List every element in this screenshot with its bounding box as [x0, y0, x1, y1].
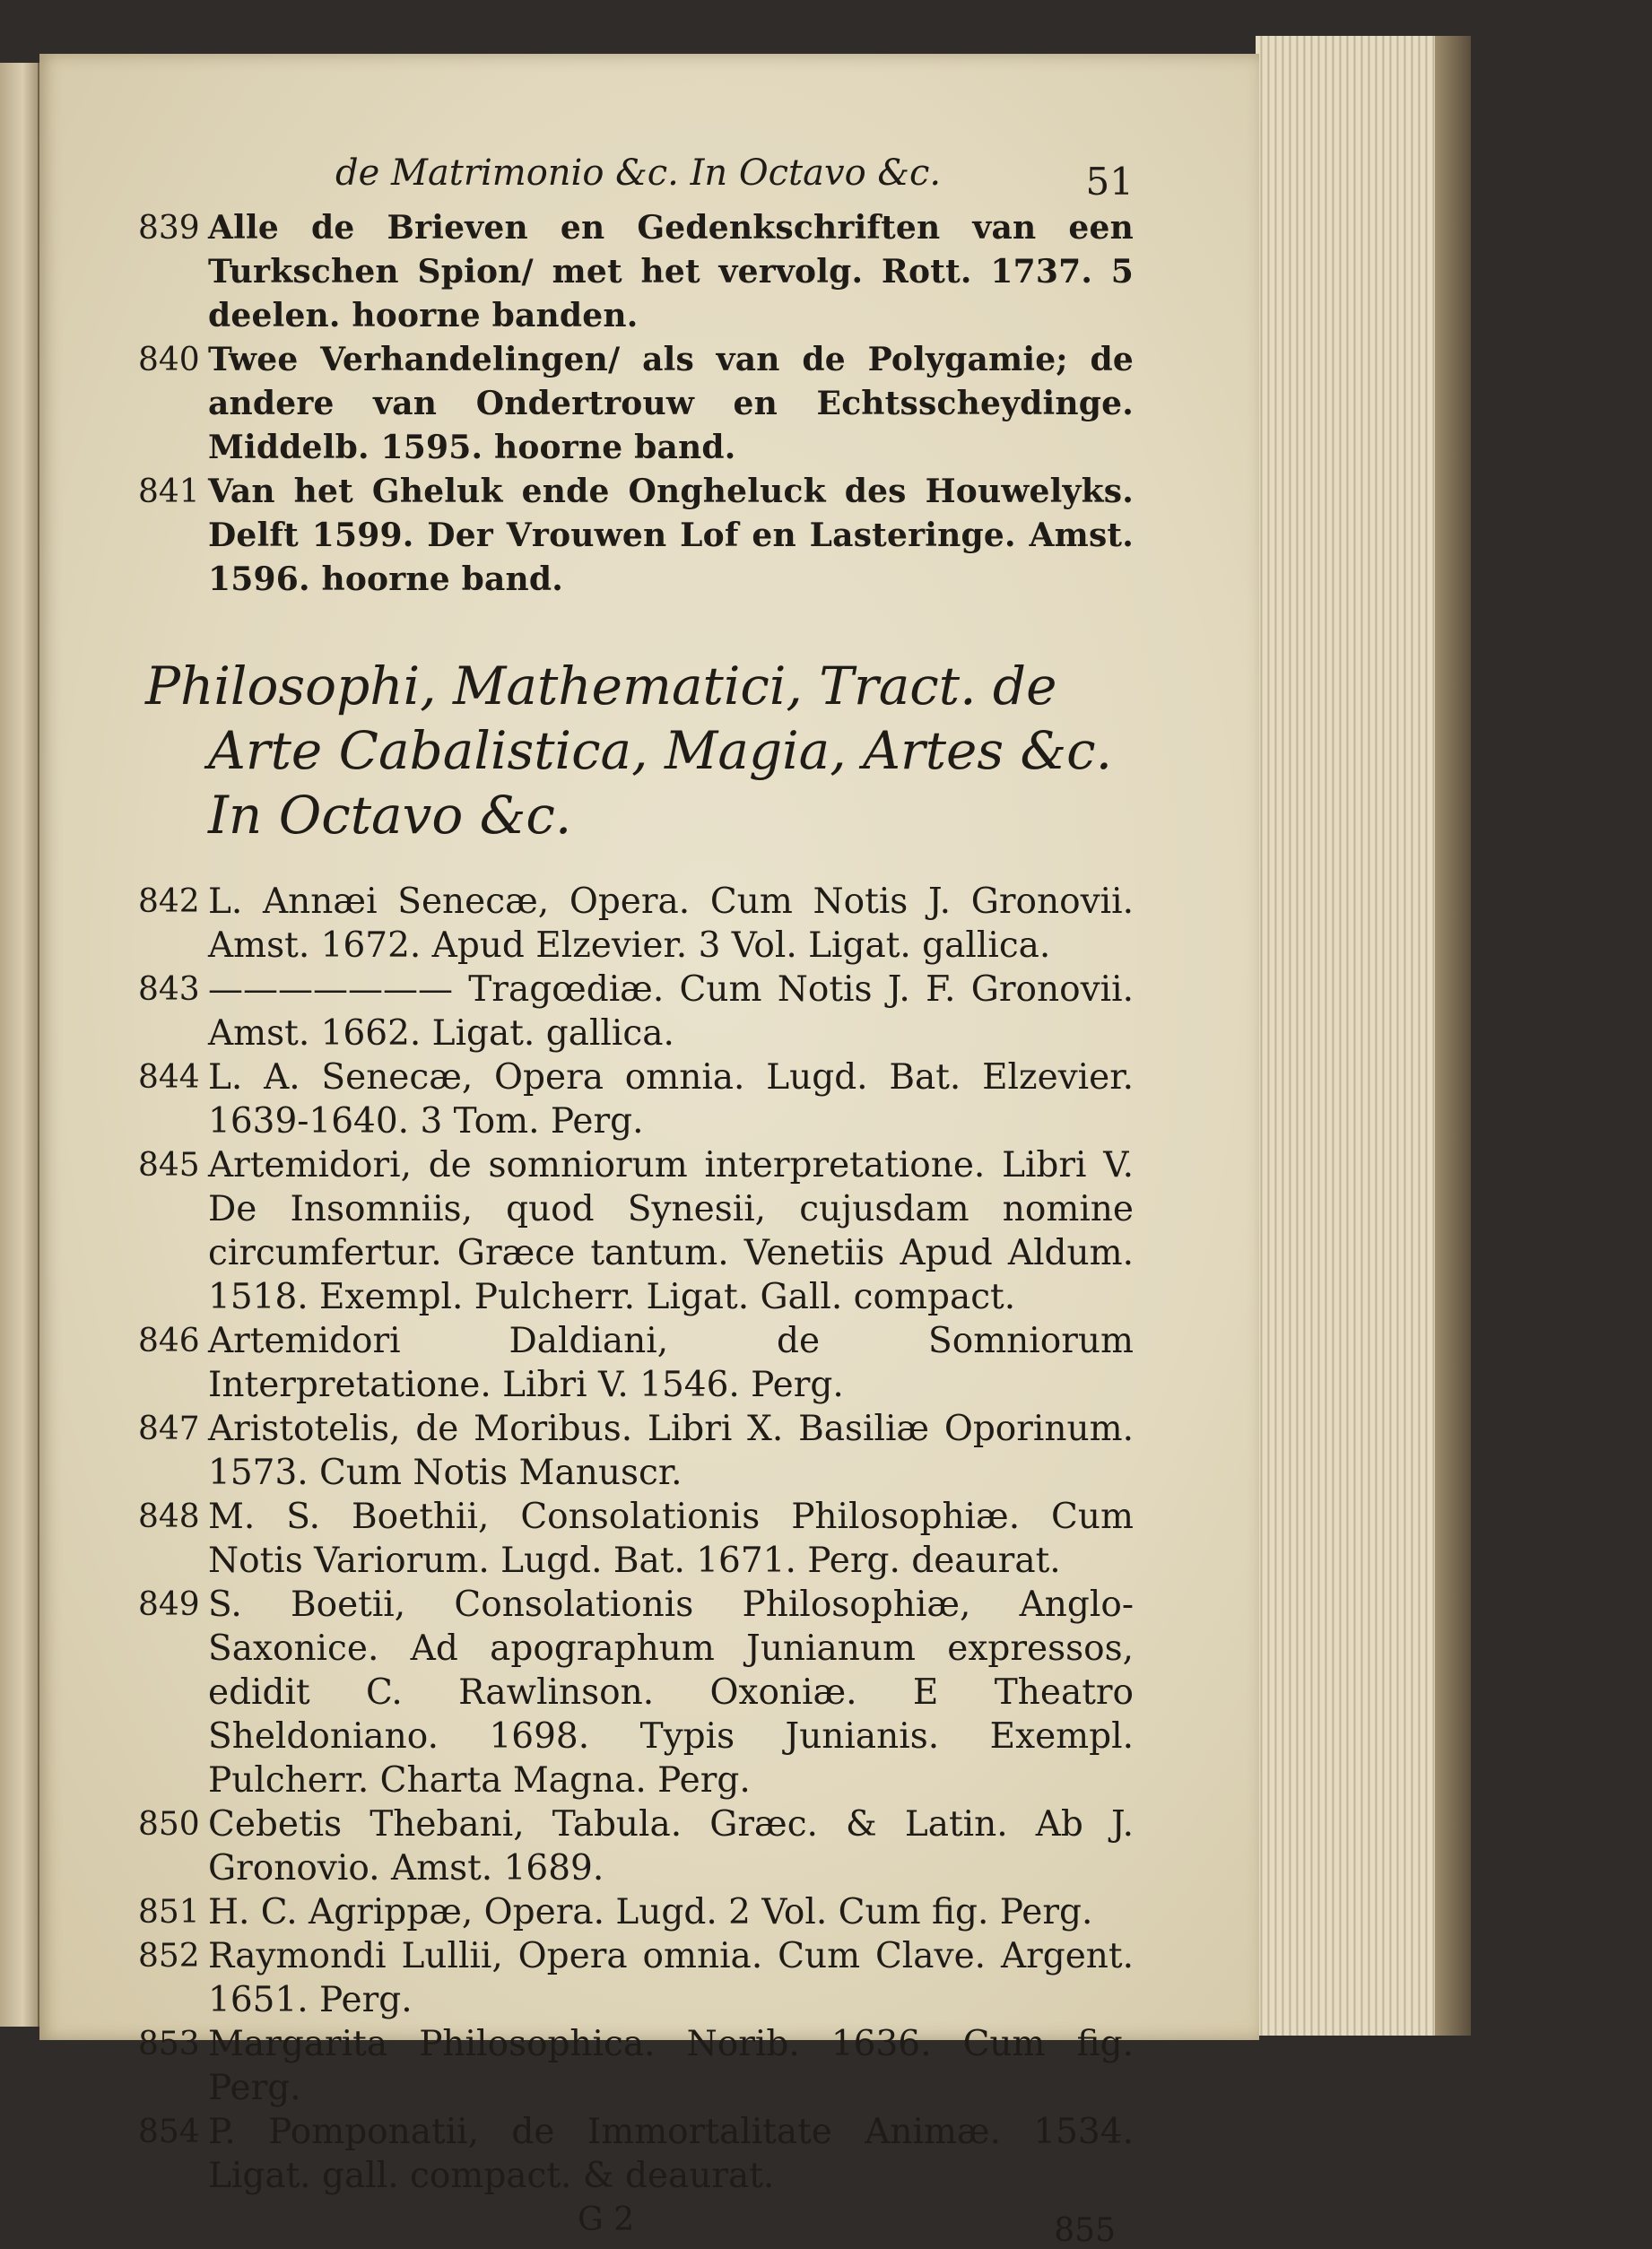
section-heading: Philosophi, Mathematici, Tract. de Arte Cabalistica, Magia, Artes &c. In Octavo &c.	[145, 656, 1113, 846]
entry-number: 845	[138, 1147, 200, 1184]
entry-text: S. Boetii, Consolationis Philosophiæ, Anglo-Saxonice. Ad apographum Junianum expressos, edidit C. Rawlinson. Oxoniæ. E Theatro Sheldoniano. 1698. Typis Junianis. Exempl. Pulcherr. Charta Magna. Perg.	[208, 1585, 1134, 1801]
entry-number: 849	[138, 1586, 200, 1623]
catalog-entry	[138, 968, 1134, 1055]
entry-text: Van het Gheluk ende Ongheluck des Houwelyks. Delft 1599. Der Vrouwen Lof en Lasteringe. Amst. 1596. hoorne band.	[208, 473, 1134, 598]
entry-number: 843	[138, 971, 200, 1008]
entry-number: 850	[138, 1806, 200, 1843]
entry-text: M. S. Boethii, Consolationis Philosophiæ. Cum Notis Variorum. Lugd. Bat. 1671. Perg. deaurat.	[208, 1497, 1134, 1581]
page-block-edges	[1256, 36, 1440, 2036]
page-text	[138, 152, 1134, 2248]
entry-number: 839	[138, 210, 200, 247]
catalog-entry	[138, 1143, 1134, 1319]
entry-text: Margarita Philosophica. Norib. 1636. Cum fig. Perg.	[208, 2024, 1134, 2108]
running-head	[138, 152, 1134, 206]
catalog-entry	[138, 1495, 1134, 1583]
catalog-entry	[138, 1319, 1134, 1407]
entry-number: 854	[138, 2114, 200, 2150]
entry-text: Cebetis Thebani, Tabula. Græc. & Latin. Ab J. Gronovio. Amst. 1689.	[208, 1804, 1134, 1889]
entry-text: Twee Verhandelingen/ als van de Polygamie; de andere van Ondertrouw en Echtsscheydinge. Middelb. 1595. hoorne band.	[208, 341, 1134, 466]
entry-number: 852	[138, 1938, 200, 1975]
signature-mark: G 2	[578, 2201, 635, 2238]
page-number: 51	[1085, 160, 1134, 204]
entry-number: 840	[138, 342, 200, 378]
entry-text: H. C. Agrippæ, Opera. Lugd. 2 Vol. Cum fig. Perg.	[208, 1892, 1093, 1932]
entry-text: Artemidori, de somniorum interpretatione. Libri V. De Insomniis, quod Synesii, cujusdam nomine circumfertur. Græce tantum. Venetiis Apud Aldum. 1518. Exempl. Pulcherr. Ligat. Gall. compact.	[208, 1145, 1134, 1317]
entry-text: L. A. Senecæ, Opera omnia. Lugd. Bat. Elzevier. 1639-1640. 3 Tom. Perg.	[208, 1057, 1134, 1142]
page-footer	[138, 2201, 1134, 2248]
catalog-entry	[138, 1890, 1134, 1934]
entry-text: Aristotelis, de Moribus. Libri X. Basiliæ Oporinum. 1573. Cum Notis Manuscr.	[208, 1409, 1134, 1493]
entry-text: Artemidori Daldiani, de Somniorum Interpretatione. Libri V. 1546. Perg.	[208, 1321, 1134, 1405]
entry-text: L. Annæi Senecæ, Opera. Cum Notis J. Gronovii. Amst. 1672. Apud Elzevier. 3 Vol. Ligat. gallica.	[208, 881, 1134, 966]
catalog-entry	[138, 1583, 1134, 1802]
entry-text: Alle de Brieven en Gedenkschriften van een Turkschen Spion/ met het vervolg. Rott. 1737. 5 deelen. hoorne banden.	[208, 209, 1134, 334]
entry-number: 842	[138, 883, 200, 920]
running-head-title: de Matrimonio &c. In Octavo &c.	[335, 152, 942, 194]
catchword: 855	[1054, 2212, 1116, 2249]
catalog-entry	[138, 470, 1134, 602]
catalog-entry	[138, 1407, 1134, 1495]
entry-text: Raymondi Lullii, Opera omnia. Cum Clave. Argent. 1651. Perg.	[208, 1936, 1134, 2020]
entry-number: 844	[138, 1059, 200, 1096]
entry-number: 853	[138, 2026, 200, 2062]
entry-number: 848	[138, 1498, 200, 1535]
entry-number: 841	[138, 473, 200, 510]
facing-page-edge	[0, 63, 40, 2027]
entry-number: 846	[138, 1323, 200, 1359]
entry-text: ——————— Tragœdiæ. Cum Notis J. F. Gronovii. Amst. 1662. Ligat. gallica.	[208, 969, 1134, 1054]
entry-text: P. Pomponatii, de Immortalitate Animæ. 1534. Ligat. gall. compact. & deaurat.	[208, 2112, 1134, 2196]
entry-number: 847	[138, 1411, 200, 1447]
entry-number: 851	[138, 1894, 200, 1931]
catalog-entry	[138, 880, 1134, 968]
catalog-entry	[138, 1934, 1134, 2022]
catalog-entry	[138, 2110, 1134, 2198]
catalog-entry	[138, 338, 1134, 470]
catalog-entry	[138, 1055, 1134, 1143]
catalog-entry	[138, 1802, 1134, 1890]
catalog-entry	[138, 2022, 1134, 2110]
catalog-entry	[138, 206, 1134, 338]
